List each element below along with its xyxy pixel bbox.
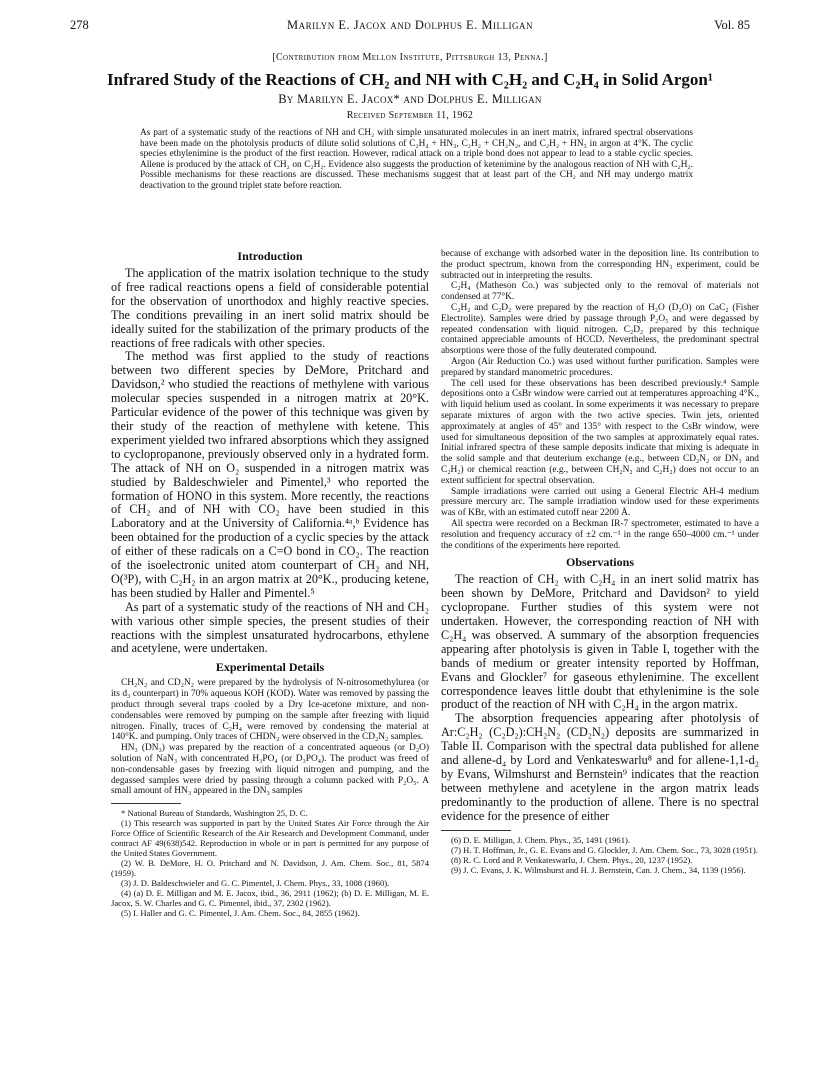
right-column <box>441 249 759 875</box>
contribution-line: [Contribution from Mellon Institute, Pittsburgh 13, Penna.] <box>272 52 548 63</box>
footnote: (5) I. Haller and G. C. Pimentel, J. Am. Chem. Soc., 84, 2855 (1962). <box>121 908 360 919</box>
footnote: (9) J. C. Evans, J. K. Wilmshurst and H. J. Bernstein, Can. J. Chem., 34, 1139 (1956). <box>451 864 746 875</box>
introduction-heading: Introduction <box>237 249 303 263</box>
footnote-rule <box>111 803 181 804</box>
paragraph: All spectra were recorded on a Beckman IR-7 spectrometer, estimated to have a resolution and frequency accuracy of ±2 cm.⁻¹ in the range 650–4000 cm.⁻¹ under the conditions of the experiments here reported. <box>441 518 759 551</box>
intro-paragraph-1: The application of the matrix isolation technique to the study of free radical reactions opens a field of considerable potential for the observation of unorthodox and highly reactive species. The conditions prevailing in an inert solid matrix should be ideally suited for the stabilization of the primary products of the reactions of free radicals with other species. <box>111 266 429 350</box>
observations-paragraph-1: The reaction of CH₂ with C₂H₄ in an inert solid matrix has been shown by DeMore, Pritchard and Davidson² to yield cyclopropane. Further studies of this system were not undertaken. However, the corresponding reaction of NH with C₂H₄ was observed. A summary of the absorption frequencies appearing after photolysis is given in Table I, together with the bands of medium or greater intensity reported by Hoffman, Evans and Glockler⁷ for gaseous ethylenimine. The excellent correspondence leaves little doubt that ethylenimine is the sole product of the reaction of NH with C₂H₄ in the argon matrix. <box>441 572 759 712</box>
observations-heading: Observations <box>565 555 634 570</box>
paragraph: C₂H₄ (Matheson Co.) was subjected only to the removal of materials not condensed at 77°K. <box>441 281 759 303</box>
footnote: (1) This research was supported in part by the United States Air Force through the Air Force Office of Scientific Research of the Air Research and Development Command, under contract AF 49(638)542. Reproduction in whole or in part is permitted for any purpose of the United States Government. <box>111 818 429 859</box>
intro-paragraph-2: The method was first applied to the study of reactions between two different species by DeMore, Pritchard and Davidson,² who studied the reactions of methylene with various molecular species suspended in a nitrogen matrix at 20°K. Particular evidence of the power of this technique was given by their study of the reaction of methylene with ketene. This experiment yielded two infrared absorptions which they assigned to cyclopropanone, previously observed only in a hydrated form. The attack of NH on O₂ suspended in a nitrogen matrix was studied by Baldeschwieler and Pimentel,³ who reported the formation of HONO in this system. More recently, the reactions of CH₂ and of NH with CO₂ have been studied in this Laboratory and at the University of California.⁴ᵃ,ᵇ Evidence has been obtained for the production of a cyclic species by the attack of either of these radicals on a C=O bond in CO₂. The reaction of the isoelectronic united atom counterpart of CH₂ and NH, O(³P), with C₂H₂ in an argon matrix at 20°K., producing ketene, has been studied by Haller and Pimentel.⁵ <box>111 349 429 600</box>
running-authors: Marilyn E. Jacox and Dolphus E. Milligan <box>287 18 533 32</box>
byline: By Marilyn E. Jacox* and Dolphus E. Milligan <box>278 92 542 106</box>
paragraph-continued: because of exchange with adsorbed water in the deposition line. Its contribution to the product spectrum, known from the corresponding HN₃ experiment, could be subtracted out in interpreting the results. <box>441 249 759 281</box>
footnote: (3) J. D. Baldeschwieler and G. C. Pimentel, J. Chem. Phys., 33, 1008 (1960). <box>121 878 390 889</box>
experimental-heading: Experimental Details <box>215 660 325 675</box>
paragraph: The cell used for these observations has been described previously.⁴ Sample depositions onto a CsBr window were carried out at temperatures approaching 4°K., with liquid helium used as coolant. In some experiments it was necessary to prepare separate mixtures of argon with the two active species. Twin jets, oriented approximately at angles of 45° and 135° with respect to the CsBr window, were used for simultaneous deposition of the two samples at approximately equal rates. Initial infrared spectra of these sample deposits indicate that mixing is adequate in the solid sample and that deuterium exchange (e.g., between CD₂N₂ or DN₃ and C₂H₂) or chemical reaction (e.g., between CH₂N₂ and C₂H₂) does not occur to an extent sufficient for spectral observation. <box>441 378 759 486</box>
experimental-paragraph-2: HN₃ (DN₃) was prepared by the reaction of a concentrated aqueous (or D₂O) solution of NaN₃ with concentrated H₃PO₄ (or D₃PO₄). The product was freed of non-condensable gases by freezing with liquid nitrogen and pumping, and the degassed samples were dried by passing through a column packed with P₂O₅. A small amount of HN₃ appeared in the DN₃ samples <box>111 743 429 797</box>
footnote-rule <box>441 830 511 831</box>
left-column <box>111 249 429 918</box>
running-header <box>70 18 750 34</box>
footnote: (8) R. C. Lord and P. Venkateswarlu, J. Chem. Phys., 20, 1237 (1952). <box>451 854 693 865</box>
paragraph: C₂H₂ and C₂D₂ were prepared by the reaction of H₂O (D₂O) on CaC₂ (Fisher Electrolite). Samples were dried by passage through P₂O₅ and were degassed by repeated condensation with liquid nitrogen. C₂D₂ prepared by this technique contained appreciable amounts of HCCD. Nevertheless, the predominant spectral absorptions were those of the fully deuterated compound. <box>441 302 759 357</box>
observations-paragraph-2: The absorption frequencies appearing after photolysis of Ar:C₂H₂ (C₂D₂):CH₂N₂ (CD₂N₂) deposits are summarized in Table II. Comparison with the spectral data published for allene and allene-d₄ by Lord and Venkateswarlu⁸ and for allene-1,1-d₂ by Evans, Wilmshurst and Bernstein⁹ indicates that the reaction between methylene and acetylene in the argon matrix leads predominantly to the production of allene. There is no spectral evidence for the presence of either <box>441 711 759 823</box>
page-number: 278 <box>70 18 89 32</box>
paragraph: Sample irradiations were carried out using a General Electric AH-4 medium pressure mercury arc. The sample irradiation window used for these experiments was of KBr, with an estimated cutoff near 2200 Å. <box>441 486 759 519</box>
volume-label: Vol. 85 <box>714 18 750 32</box>
abstract: As part of a systematic study of the reactions of NH and CH₂ with simple unsaturated molecules in an inert matrix, infrared spectral observations have been made on the photolysis products of dilute solid solutions of C₂H₄ + HN₃, C₂H₂ + CH₂N₂, and C₂H₂ + HN₃ in argon at 4°K. The cyclic species ethylenimine is the product of the first reaction. However, radical attack on a triple bond does not appear to lead to a stable cyclic species. Allene is produced by the attack of CH₂ on C₂H₂. Evidence also suggests the production of ketenimine by the analogous reaction of NH with C₂H₂. Possible mechanisms for these reactions are discussed. These mechanisms suggest that at least part of the CH₂ and NH may undergo matrix deactivation to the ground triplet state before reaction. <box>140 128 693 191</box>
experimental-paragraph-1: CH₂N₂ and CD₂N₂ were prepared by the hydrolysis of N-nitrosomethylurea (or its d₃ counterpart) in 70% aqueous KOH (KOD). Water was removed by passing the product through several traps cooled by a Dry Ice-acetone mixture, and non-condensables were removed by pumping on the sample after freezing with liquid nitrogen. Finally, traces of C₂H₄ were removed by condensing the material at 140°K. and pumping. Only traces of CHDN₂ were observed in the CD₂N₂ samples. <box>111 678 429 743</box>
footnote: * National Bureau of Standards, Washington 25, D. C. <box>121 808 308 819</box>
footnote: (7) H. T. Hoffman, Jr., G. E. Evans and G. Glockler, J. Am. Chem. Soc., 73, 3028 (1951). <box>451 844 758 855</box>
footnote: (4) (a) D. E. Milligan and M. E. Jacox, ibid., 36, 2911 (1962); (b) D. E. Milligan, M. E. Jacox, S. W. Charles and G. C. Pimentel, ibid., 37, 2302 (1962). <box>111 888 429 909</box>
footnote: (2) W. B. DeMore, H. O. Pritchard and N. Davidson, J. Am. Chem. Soc., 81, 5874 (1959). <box>111 858 429 879</box>
footnote: (6) D. E. Milligan, J. Chem. Phys., 35, 1491 (1961). <box>451 834 631 845</box>
article-title: Infrared Study of the Reactions of CH₂ and NH with C₂H₂ and C₂H₄ in Solid Argon¹ <box>107 70 713 89</box>
intro-paragraph-3: As part of a systematic study of the reactions of NH and CH₂ with various other simple species, the present studies of their reactions with the simplest unsaturated hydrocarbons, ethylene and acetylene, were undertaken. <box>111 599 429 656</box>
received-date: Received September 11, 1962 <box>346 110 474 121</box>
paragraph: Argon (Air Reduction Co.) was used without further purification. Samples were prepared by standard manometric procedures. <box>441 356 759 378</box>
